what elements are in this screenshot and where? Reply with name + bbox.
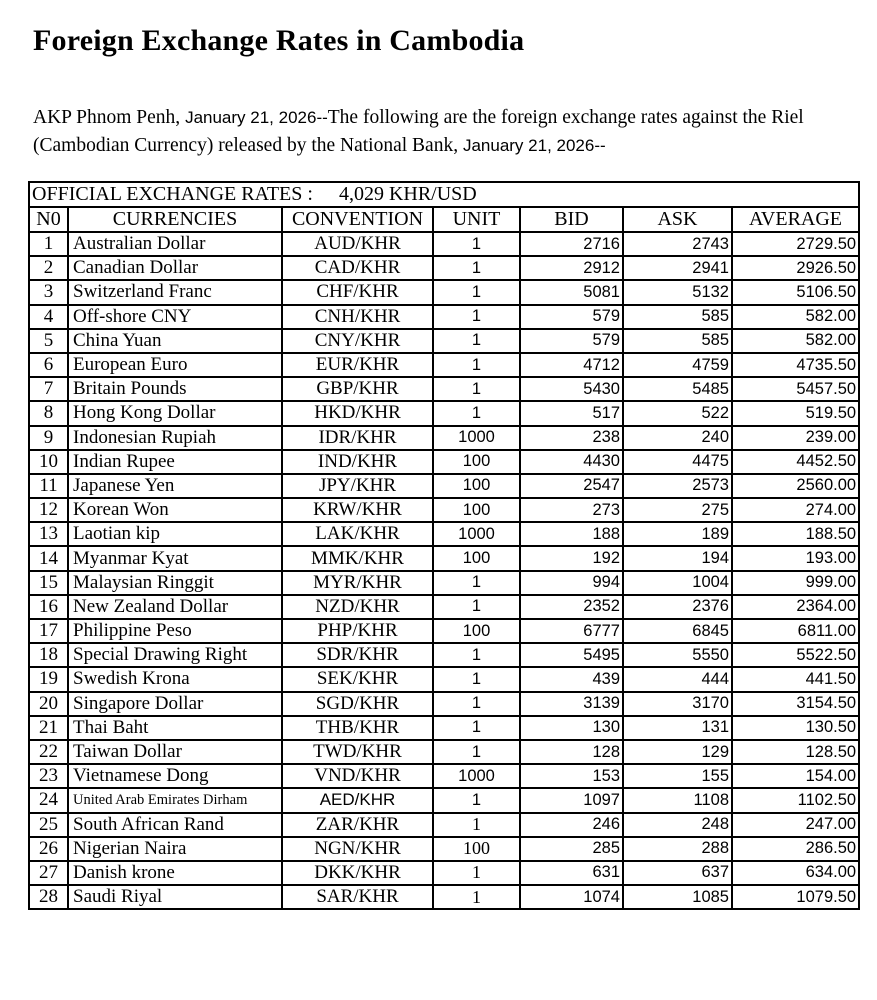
row-number-cell: 5 (29, 329, 68, 353)
row-number-cell: 19 (29, 667, 68, 691)
banner-label: OFFICIAL EXCHANGE RATES : (32, 183, 313, 205)
ask-cell: 1108 (623, 788, 732, 812)
row-number-cell: 17 (29, 619, 68, 643)
ask-cell: 4759 (623, 353, 732, 377)
table-row (29, 353, 859, 377)
table-row (29, 280, 859, 304)
bid-cell: 153 (520, 764, 623, 788)
intro-lead: AKP Phnom Penh, (33, 107, 186, 128)
convention-cell: AED/KHR (282, 788, 433, 812)
currency-name-cell: Hong Kong Dollar (68, 401, 282, 425)
column-header-currencies: CURRENCIES (68, 207, 282, 232)
row-number-cell: 4 (29, 305, 68, 329)
row-number-cell: 25 (29, 813, 68, 837)
row-number-cell: 9 (29, 426, 68, 450)
currency-name-cell: New Zealand Dollar (68, 595, 282, 619)
table-row (29, 426, 859, 450)
table-row (29, 788, 859, 812)
currency-name-cell: China Yuan (68, 329, 282, 353)
average-cell: 2926.50 (732, 256, 859, 280)
average-cell: 5106.50 (732, 280, 859, 304)
unit-cell: 1000 (433, 426, 520, 450)
unit-cell: 100 (433, 450, 520, 474)
average-cell: 154.00 (732, 764, 859, 788)
bid-cell: 5430 (520, 377, 623, 401)
average-cell: 5457.50 (732, 377, 859, 401)
currency-name-cell: Laotian kip (68, 522, 282, 546)
table-row (29, 401, 859, 425)
banner-value: 4,029 KHR/USD (338, 183, 477, 205)
currency-name-cell: Special Drawing Right (68, 643, 282, 667)
bid-cell: 2912 (520, 256, 623, 280)
average-cell: 2729.50 (732, 232, 859, 256)
convention-cell: THB/KHR (282, 716, 433, 740)
bid-cell: 238 (520, 426, 623, 450)
row-number-cell: 7 (29, 377, 68, 401)
bid-cell: 273 (520, 498, 623, 522)
bid-cell: 439 (520, 667, 623, 691)
row-number-cell: 1 (29, 232, 68, 256)
average-cell: 519.50 (732, 401, 859, 425)
row-number-cell: 28 (29, 885, 68, 909)
average-cell: 6811.00 (732, 619, 859, 643)
ask-cell: 2743 (623, 232, 732, 256)
table-row (29, 692, 859, 716)
row-number-cell: 10 (29, 450, 68, 474)
convention-cell: TWD/KHR (282, 740, 433, 764)
average-cell: 130.50 (732, 716, 859, 740)
unit-cell: 1 (433, 401, 520, 425)
bid-cell: 5495 (520, 643, 623, 667)
currency-name-cell: Singapore Dollar (68, 692, 282, 716)
unit-cell: 1 (433, 256, 520, 280)
currency-name-cell: Australian Dollar (68, 232, 282, 256)
column-header-n0: N0 (29, 207, 68, 232)
convention-cell: NGN/KHR (282, 837, 433, 861)
official-rates-banner (29, 182, 859, 207)
currency-name-cell: Britain Pounds (68, 377, 282, 401)
ask-cell: 2376 (623, 595, 732, 619)
currency-name-cell: Vietnamese Dong (68, 764, 282, 788)
rates-table-body (29, 232, 859, 909)
intro-date-first: January 21, 2026-- (185, 108, 328, 127)
unit-cell: 1 (433, 280, 520, 304)
currency-name-cell: Korean Won (68, 498, 282, 522)
row-number-cell: 6 (29, 353, 68, 377)
bid-cell: 631 (520, 861, 623, 885)
ask-cell: 5550 (623, 643, 732, 667)
convention-cell: KRW/KHR (282, 498, 433, 522)
average-cell: 1102.50 (732, 788, 859, 812)
unit-cell: 1 (433, 232, 520, 256)
bid-cell: 4430 (520, 450, 623, 474)
currency-name-cell: Off-shore CNY (68, 305, 282, 329)
convention-cell: AUD/KHR (282, 232, 433, 256)
ask-cell: 2573 (623, 474, 732, 498)
intro-body: The following are the foreign exchange rates against the Riel (Cambodian Currency) released by the National Bank, (33, 107, 804, 156)
ask-cell: 585 (623, 305, 732, 329)
row-number-cell: 16 (29, 595, 68, 619)
unit-cell: 100 (433, 474, 520, 498)
currency-name-cell: Malaysian Ringgit (68, 571, 282, 595)
average-cell: 582.00 (732, 329, 859, 353)
currency-name-cell: Nigerian Naira (68, 837, 282, 861)
unit-cell: 1 (433, 305, 520, 329)
ask-cell: 2941 (623, 256, 732, 280)
column-header-convention: CONVENTION (282, 207, 433, 232)
table-row (29, 619, 859, 643)
average-cell: 128.50 (732, 740, 859, 764)
unit-cell: 1 (433, 861, 520, 885)
bid-cell: 2352 (520, 595, 623, 619)
unit-cell: 1 (433, 571, 520, 595)
table-row (29, 764, 859, 788)
ask-cell: 1004 (623, 571, 732, 595)
currency-name-cell: Switzerland Franc (68, 280, 282, 304)
column-header-bid: BID (520, 207, 623, 232)
unit-cell: 1 (433, 377, 520, 401)
ask-cell: 6845 (623, 619, 732, 643)
intro-paragraph (33, 104, 845, 160)
table-row (29, 595, 859, 619)
convention-cell: SAR/KHR (282, 885, 433, 909)
table-header-row (29, 207, 859, 232)
average-cell: 193.00 (732, 546, 859, 570)
average-cell: 5522.50 (732, 643, 859, 667)
unit-cell: 1 (433, 716, 520, 740)
unit-cell: 1 (433, 329, 520, 353)
convention-cell: JPY/KHR (282, 474, 433, 498)
ask-cell: 5132 (623, 280, 732, 304)
average-cell: 3154.50 (732, 692, 859, 716)
official-rates-banner-row (29, 182, 859, 207)
bid-cell: 285 (520, 837, 623, 861)
convention-cell: SDR/KHR (282, 643, 433, 667)
row-number-cell: 24 (29, 788, 68, 812)
currency-name-cell: Indonesian Rupiah (68, 426, 282, 450)
table-row (29, 450, 859, 474)
convention-cell: SEK/KHR (282, 667, 433, 691)
average-cell: 2364.00 (732, 595, 859, 619)
unit-cell: 100 (433, 498, 520, 522)
intro-date-second: January 21, 2026-- (462, 136, 606, 155)
bid-cell: 6777 (520, 619, 623, 643)
bid-cell: 1097 (520, 788, 623, 812)
table-row (29, 861, 859, 885)
table-row (29, 813, 859, 837)
average-cell: 1079.50 (732, 885, 859, 909)
average-cell: 274.00 (732, 498, 859, 522)
ask-cell: 522 (623, 401, 732, 425)
unit-cell: 100 (433, 546, 520, 570)
table-row (29, 256, 859, 280)
currency-name-cell: Taiwan Dollar (68, 740, 282, 764)
row-number-cell: 12 (29, 498, 68, 522)
table-row (29, 377, 859, 401)
unit-cell: 1 (433, 885, 520, 909)
convention-cell: IND/KHR (282, 450, 433, 474)
convention-cell: EUR/KHR (282, 353, 433, 377)
average-cell: 999.00 (732, 571, 859, 595)
unit-cell: 1 (433, 813, 520, 837)
currency-name-cell: Canadian Dollar (68, 256, 282, 280)
row-number-cell: 8 (29, 401, 68, 425)
page-title: Foreign Exchange Rates in Cambodia (33, 24, 525, 57)
ask-cell: 275 (623, 498, 732, 522)
convention-cell: MMK/KHR (282, 546, 433, 570)
bid-cell: 246 (520, 813, 623, 837)
convention-cell: ZAR/KHR (282, 813, 433, 837)
bid-cell: 579 (520, 305, 623, 329)
convention-cell: CNH/KHR (282, 305, 433, 329)
average-cell: 2560.00 (732, 474, 859, 498)
row-number-cell: 13 (29, 522, 68, 546)
table-row (29, 305, 859, 329)
convention-cell: CHF/KHR (282, 280, 433, 304)
currency-name-cell: Swedish Krona (68, 667, 282, 691)
ask-cell: 194 (623, 546, 732, 570)
currency-name-cell: Philippine Peso (68, 619, 282, 643)
unit-cell: 1 (433, 595, 520, 619)
currency-name-cell: European Euro (68, 353, 282, 377)
convention-cell: LAK/KHR (282, 522, 433, 546)
convention-cell: MYR/KHR (282, 571, 433, 595)
ask-cell: 444 (623, 667, 732, 691)
row-number-cell: 3 (29, 280, 68, 304)
ask-cell: 585 (623, 329, 732, 353)
ask-cell: 155 (623, 764, 732, 788)
row-number-cell: 22 (29, 740, 68, 764)
unit-cell: 1000 (433, 764, 520, 788)
bid-cell: 130 (520, 716, 623, 740)
bid-cell: 1074 (520, 885, 623, 909)
average-cell: 441.50 (732, 667, 859, 691)
table-row (29, 329, 859, 353)
table-row (29, 740, 859, 764)
bid-cell: 994 (520, 571, 623, 595)
average-cell: 247.00 (732, 813, 859, 837)
unit-cell: 100 (433, 837, 520, 861)
currency-name-cell: Indian Rupee (68, 450, 282, 474)
convention-cell: VND/KHR (282, 764, 433, 788)
unit-cell: 1000 (433, 522, 520, 546)
table-row (29, 474, 859, 498)
convention-cell: IDR/KHR (282, 426, 433, 450)
row-number-cell: 14 (29, 546, 68, 570)
row-number-cell: 15 (29, 571, 68, 595)
column-header-unit: UNIT (433, 207, 520, 232)
exchange-rates-table (28, 181, 860, 910)
ask-cell: 189 (623, 522, 732, 546)
ask-cell: 129 (623, 740, 732, 764)
ask-cell: 240 (623, 426, 732, 450)
table-row (29, 232, 859, 256)
convention-cell: NZD/KHR (282, 595, 433, 619)
average-cell: 239.00 (732, 426, 859, 450)
bid-cell: 128 (520, 740, 623, 764)
bid-cell: 192 (520, 546, 623, 570)
table-row (29, 643, 859, 667)
bid-cell: 4712 (520, 353, 623, 377)
average-cell: 286.50 (732, 837, 859, 861)
row-number-cell: 26 (29, 837, 68, 861)
ask-cell: 248 (623, 813, 732, 837)
convention-cell: DKK/KHR (282, 861, 433, 885)
unit-cell: 1 (433, 788, 520, 812)
ask-cell: 3170 (623, 692, 732, 716)
ask-cell: 288 (623, 837, 732, 861)
convention-cell: GBP/KHR (282, 377, 433, 401)
unit-cell: 1 (433, 740, 520, 764)
unit-cell: 1 (433, 643, 520, 667)
bid-cell: 2547 (520, 474, 623, 498)
table-row (29, 522, 859, 546)
row-number-cell: 23 (29, 764, 68, 788)
bid-cell: 188 (520, 522, 623, 546)
table-row (29, 716, 859, 740)
currency-name-cell: Thai Baht (68, 716, 282, 740)
bid-cell: 3139 (520, 692, 623, 716)
currency-name-cell: South African Rand (68, 813, 282, 837)
currency-name-cell: Japanese Yen (68, 474, 282, 498)
table-row (29, 885, 859, 909)
row-number-cell: 27 (29, 861, 68, 885)
convention-cell: HKD/KHR (282, 401, 433, 425)
row-number-cell: 11 (29, 474, 68, 498)
currency-name-cell: Danish krone (68, 861, 282, 885)
ask-cell: 637 (623, 861, 732, 885)
unit-cell: 1 (433, 667, 520, 691)
table-row (29, 571, 859, 595)
average-cell: 582.00 (732, 305, 859, 329)
convention-cell: CAD/KHR (282, 256, 433, 280)
unit-cell: 1 (433, 353, 520, 377)
unit-cell: 100 (433, 619, 520, 643)
table-row (29, 837, 859, 861)
row-number-cell: 2 (29, 256, 68, 280)
column-header-ask: ASK (623, 207, 732, 232)
ask-cell: 4475 (623, 450, 732, 474)
table-row (29, 498, 859, 522)
currency-name-cell: United Arab Emirates Dirham (68, 788, 282, 812)
bid-cell: 5081 (520, 280, 623, 304)
row-number-cell: 21 (29, 716, 68, 740)
average-cell: 188.50 (732, 522, 859, 546)
convention-cell: SGD/KHR (282, 692, 433, 716)
average-cell: 634.00 (732, 861, 859, 885)
ask-cell: 5485 (623, 377, 732, 401)
average-cell: 4452.50 (732, 450, 859, 474)
bid-cell: 579 (520, 329, 623, 353)
column-header-average: AVERAGE (732, 207, 859, 232)
currency-name-cell: Myanmar Kyat (68, 546, 282, 570)
row-number-cell: 18 (29, 643, 68, 667)
unit-cell: 1 (433, 692, 520, 716)
table-row (29, 667, 859, 691)
convention-cell: CNY/KHR (282, 329, 433, 353)
row-number-cell: 20 (29, 692, 68, 716)
ask-cell: 1085 (623, 885, 732, 909)
currency-name-cell: Saudi Riyal (68, 885, 282, 909)
table-row (29, 546, 859, 570)
ask-cell: 131 (623, 716, 732, 740)
bid-cell: 2716 (520, 232, 623, 256)
convention-cell: PHP/KHR (282, 619, 433, 643)
bid-cell: 517 (520, 401, 623, 425)
average-cell: 4735.50 (732, 353, 859, 377)
